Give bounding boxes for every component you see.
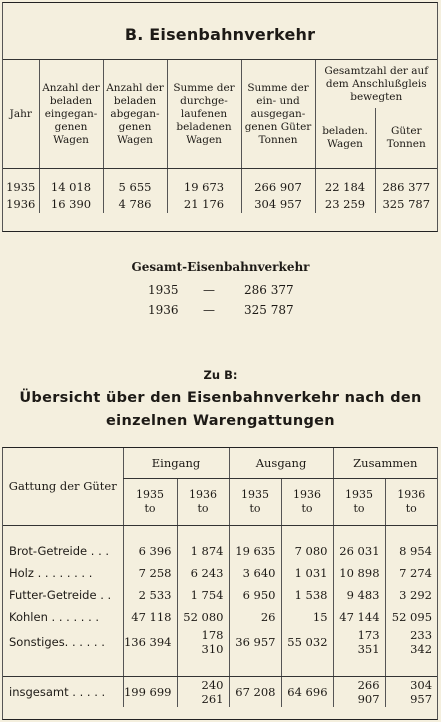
gesamt-title: Gesamt-Eisenbahnverkehr <box>131 260 310 274</box>
header-gueter-tonnen-sub: Güter Tonnen <box>375 108 437 169</box>
header-gesamtzahl-group: Gesamtzahl der auf dem Anschlußgleis bewegten <box>315 60 437 109</box>
table-row: 1935 14 018 5 655 19 673 266 907 22 184 286 377 <box>3 169 437 197</box>
header-beladen-wagen: beladen. Wagen <box>315 108 375 169</box>
header-gattung: Gattung der Güter <box>3 448 123 525</box>
header-gueter-tonnen: Summe der ein- und ausgegan- genen Güter Tonnen <box>241 60 315 169</box>
document-page: B. Eisenbahnverkehr Jahr Anzahl der beladen eingegan- genen Wagen Anzahl der beladen abgegan- genen Wagen Summe der durchge- laufenen beladenen Wagen Summe der ein- und ausgegan- genen Güter Tonnen Gesamtzahl der auf dem Anschlußgleis bewegten beladen. Wagen Güter Tonnen 1935 14 018 5 655 19 673 266 907 22 184 286 377 1936 16 390 4 786 21 176 304 957 23 259 325 787 Gesamt-Eisenbahnverkehr 1935 — 286 377 1936 — 325 787 Zu B: Übersicht über den Eisenbahnverkehr nach den einzelnen Warengattungen Gattung der Güter Eingang Ausgang Zusammen 1935 to 1936 to 1935 to 1936 to 1935 to 1936 to Brot-Getreide . . . 6 396 1 874 19 635 7 080 26 031 8 954 Holz . . . . . . . . 7 258 6 243 3 640 1 031 10 898 7 274 Futter-Getreide . . 2 533 1 754 6 950 1 538 9 483 3 292 Kohlen . . . . . . . 47 118 52 080 26 15 47 144 52 095 Sonstiges. . . . . . 136 394 178 310 36 957 55 032 173 351 233 342 insgesamt . . . . . 199 699 240 261 67 208 64 696 266 907 304 957 <box>0 0 441 722</box>
table-row: Holz . . . . . . . . 7 258 6 243 3 640 1 031 10 898 7 274 <box>3 562 437 584</box>
group-eingang: Eingang <box>123 448 229 478</box>
header-durchgelaufene-wagen: Summe der durchge- laufenen beladenen Wagen <box>167 60 241 169</box>
header-eingegangene-wagen: Anzahl der beladen eingegan- genen Wagen <box>39 60 103 169</box>
total-row: insgesamt . . . . . 199 699 240 261 67 208 64 696 266 907 304 957 <box>3 676 437 707</box>
header-abgegangene-wagen: Anzahl der beladen abgegan- genen Wagen <box>103 60 167 169</box>
table-row: Kohlen . . . . . . . 47 118 52 080 26 15 47 144 52 095 <box>3 606 437 628</box>
header-jahr: Jahr <box>3 60 39 169</box>
zu-b-label: Zu B: <box>203 368 238 382</box>
eisenbahnverkehr-box <box>2 2 438 232</box>
overview-title-line1: Übersicht über den Eisenbahnverkehr nach den <box>19 390 422 406</box>
group-header-row <box>3 448 437 478</box>
year-header-row: 1935 to 1936 to 1935 to 1936 to 1935 to 1936 to <box>3 478 437 525</box>
table-row: Sonstiges. . . . . . 136 394 178 310 36 957 55 032 173 351 233 342 <box>3 628 437 656</box>
section-title: B. Eisenbahnverkehr <box>124 25 316 44</box>
eisenbahnverkehr-table <box>3 59 437 221</box>
table-header-row <box>3 60 437 109</box>
warengattungen-table <box>3 448 437 707</box>
group-ausgang: Ausgang <box>229 448 333 478</box>
overview-title-line2: einzelnen Warengattungen <box>106 413 335 429</box>
table-row: 1936 16 390 4 786 21 176 304 957 23 259 325 787 <box>3 196 437 213</box>
table-row: Brot-Getreide . . . 6 396 1 874 19 635 7 080 26 031 8 954 <box>3 540 437 562</box>
group-zusammen: Zusammen <box>333 448 437 478</box>
table-row: Futter-Getreide . . 2 533 1 754 6 950 1 538 9 483 3 292 <box>3 584 437 606</box>
warengattungen-box <box>2 447 438 720</box>
